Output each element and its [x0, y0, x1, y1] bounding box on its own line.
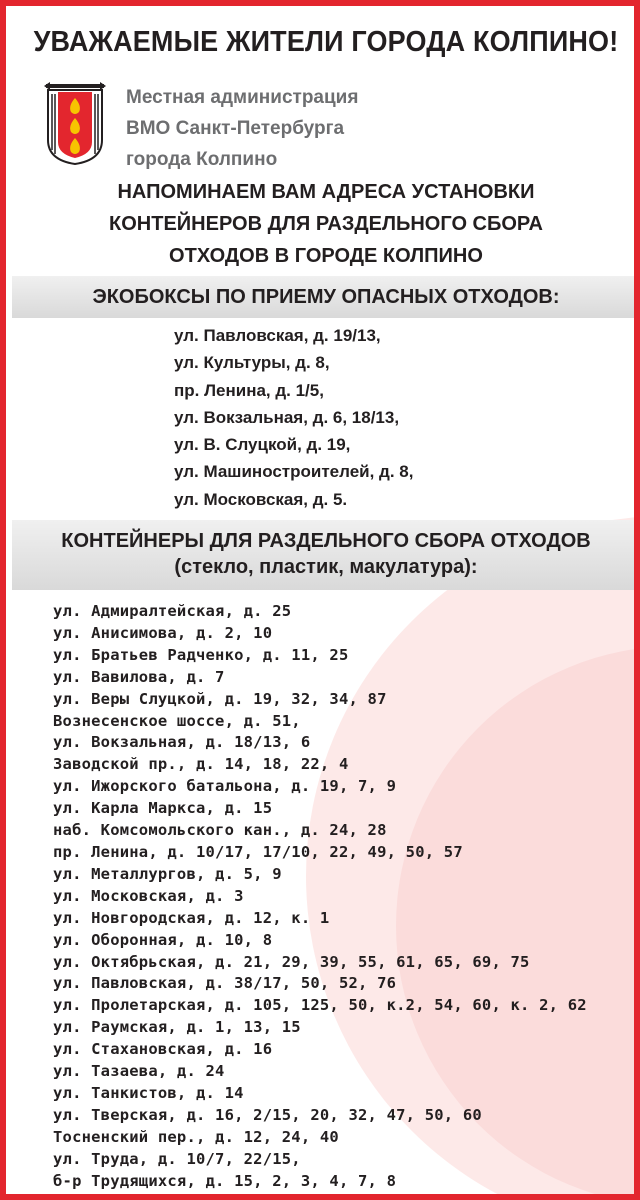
admin-line: города Колпино — [126, 149, 278, 170]
list-item: ул. Раумская, д. 1, 13, 15 — [53, 1018, 301, 1037]
containers-address-list — [53, 601, 587, 1192]
list-item: наб. Комсомольского кан., д. 24, 28 — [53, 821, 387, 840]
list-item: ул. Братьев Радченко, д. 11, 25 — [53, 645, 349, 664]
list-item: ул. Вокзальная, д. 18/13, 6 — [53, 733, 311, 752]
list-item: пр. Ленина, д. 1/5, — [174, 380, 324, 400]
list-item: Вознесенское шоссе, д. 51, — [53, 711, 301, 730]
ecoboxes-address-list — [174, 322, 413, 513]
admin-line: Местная администрация — [126, 87, 359, 108]
containers-heading-band — [12, 520, 640, 590]
list-item: ул. Павловская, д. 19/13, — [174, 326, 381, 345]
list-item: Тосненский пер., д. 12, 24, 40 — [53, 1127, 339, 1146]
list-item: ул. Пролетарская, д. 105, 125, 50, к.2, 54, 60, к. 2, 62 — [53, 996, 587, 1015]
list-item: ул. Машиностроителей, д. 8, — [174, 462, 414, 482]
list-item: ул. Октябрьская, д. 21, 29, 39, 55, 61, 65, 69, 75 — [53, 952, 530, 971]
list-item: ул. Анисимова, д. 2, 10 — [53, 623, 273, 642]
containers-subheading: (стекло, пластик, макулатура): — [174, 556, 478, 578]
list-item: ул. Оборонная, д. 10, 8 — [53, 930, 273, 949]
list-item: ул. Стахановская, д. 16 — [53, 1040, 273, 1059]
list-item: ул. Вавилова, д. 7 — [53, 667, 225, 686]
list-item: ул. Металлургов, д. 5, 9 — [53, 864, 282, 883]
reminder-line: НАПОМИНАЕМ ВАМ АДРЕСА УСТАНОВКИ — [117, 181, 535, 203]
page-title: УВАЖАЕМЫЕ ЖИТЕЛИ ГОРОДА КОЛПИНО! — [33, 26, 619, 58]
list-item: б-р Трудящихся, д. 15, 2, 3, 4, 7, 8 — [53, 1171, 397, 1190]
list-item: ул. Танкистов, д. 14 — [53, 1083, 244, 1102]
list-item: ул. Московская, д. 3 — [53, 886, 244, 905]
list-item: ул. Культуры, д. 8, — [174, 353, 330, 373]
list-item: ул. Тверская, д. 16, 2/15, 20, 32, 47, 50, 60 — [53, 1105, 482, 1124]
list-item: ул. Ижорского батальона, д. 19, 7, 9 — [53, 777, 397, 796]
admin-line: ВМО Санкт-Петербурга — [126, 118, 345, 139]
list-item: ул. В. Слуцкой, д. 19, — [174, 435, 351, 455]
reminder-line: ОТХОДОВ В ГОРОДЕ КОЛПИНО — [169, 245, 483, 267]
list-item: ул. Труда, д. 10/7, 22/15, — [53, 1149, 301, 1168]
list-item: ул. Московская, д. 5. — [174, 489, 348, 509]
list-item: ул. Веры Слуцкой, д. 19, 32, 34, 87 — [53, 689, 387, 708]
list-item: ул. Новгородская, д. 12, к. 1 — [53, 908, 330, 927]
list-item: пр. Ленина, д. 10/17, 17/10, 22, 49, 50, 57 — [53, 842, 463, 861]
list-item: Заводской пр., д. 14, 18, 22, 4 — [53, 755, 349, 774]
containers-heading: КОНТЕЙНЕРЫ ДЛЯ РАЗДЕЛЬНОГО СБОРА ОТХОДОВ — [61, 530, 591, 552]
reminder-line: КОНТЕЙНЕРОВ ДЛЯ РАЗДЕЛЬНОГО СБОРА — [109, 213, 543, 235]
list-item: ул. Адмиралтейская, д. 25 — [53, 602, 292, 620]
list-item: ул. Павловская, д. 38/17, 50, 52, 76 — [53, 974, 397, 993]
list-item: ул. Вокзальная, д. 6, 18/13, — [174, 407, 400, 427]
list-item: ул. Тазаева, д. 24 — [53, 1062, 225, 1081]
list-item: ул. Карла Маркса, д. 15 — [53, 799, 273, 818]
reminder-text — [6, 176, 640, 272]
administration-name — [126, 82, 358, 175]
kolpino-coat-of-arms-icon — [44, 82, 106, 166]
ecoboxes-heading: ЭКОБОКСЫ ПО ПРИЕМУ ОПАСНЫХ ОТХОДОВ: — [12, 276, 640, 318]
